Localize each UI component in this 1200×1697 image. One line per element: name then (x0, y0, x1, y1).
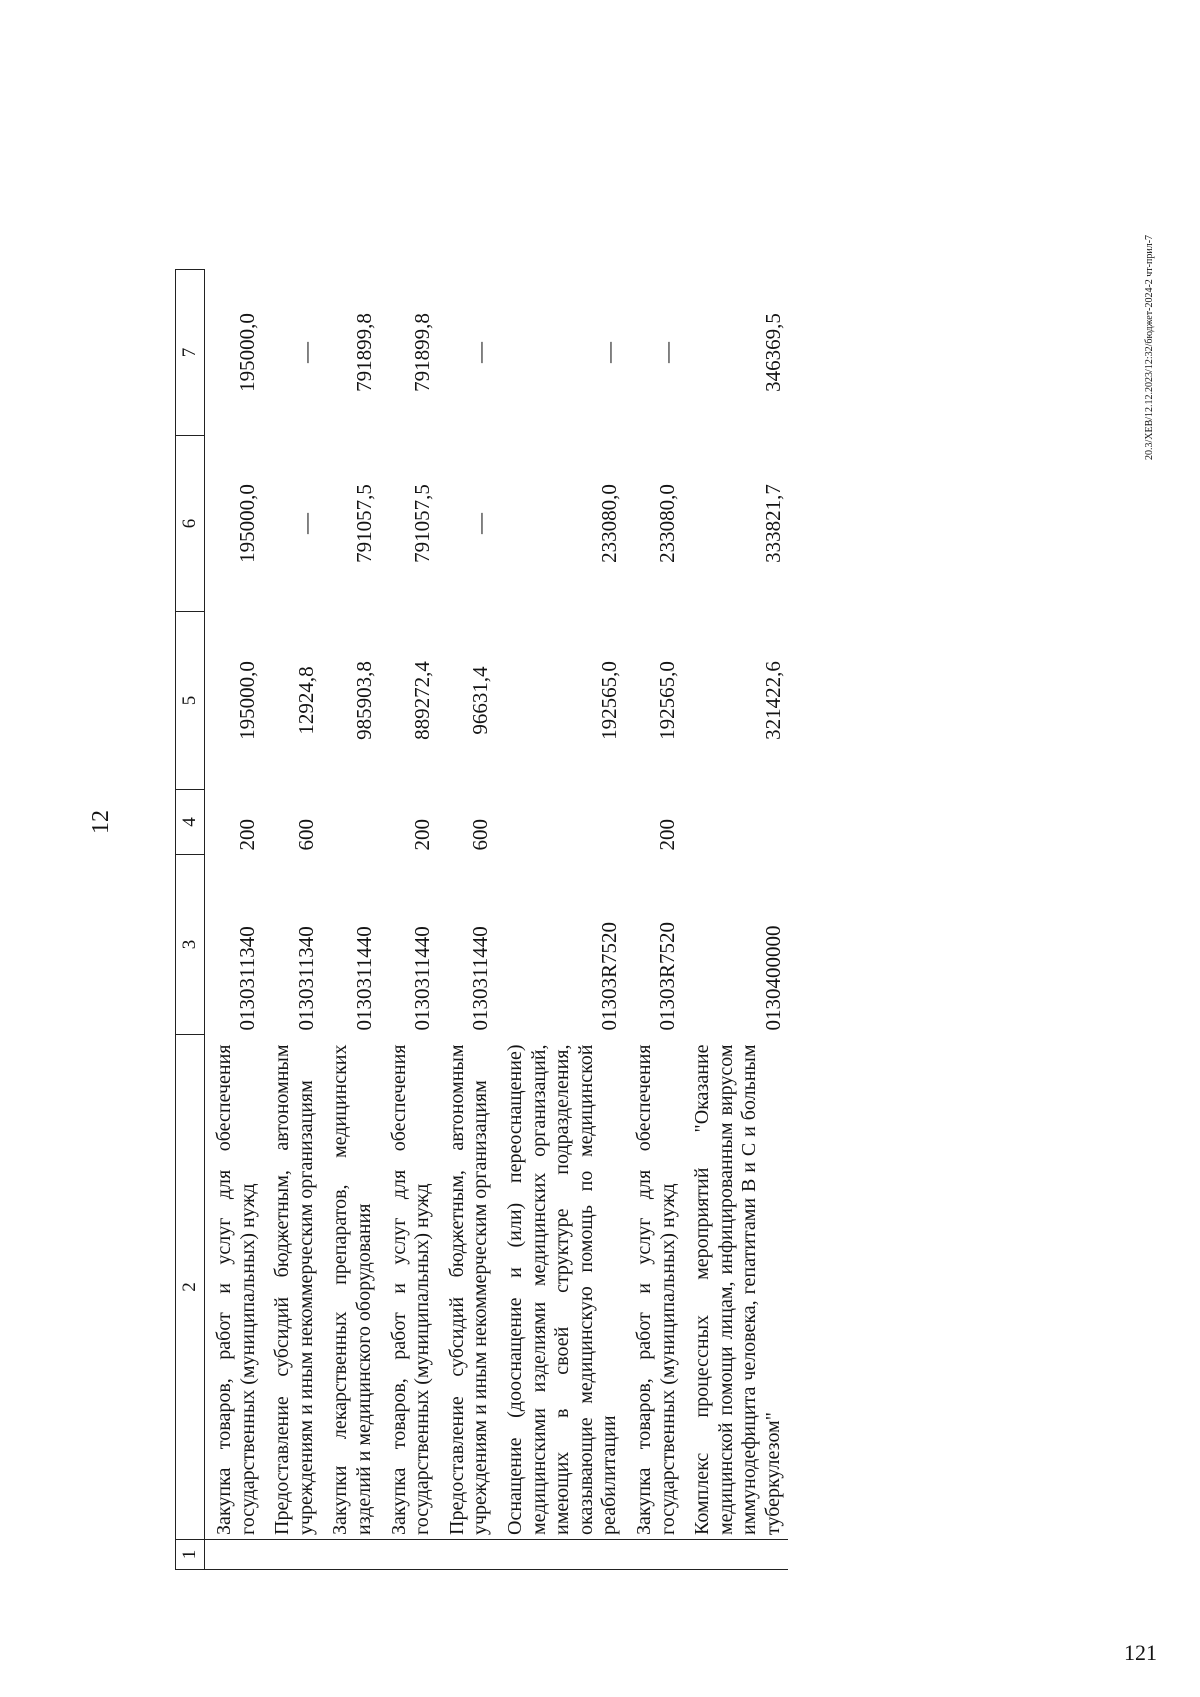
row-value-6: — (468, 513, 493, 534)
header-col-7: 7 (176, 270, 205, 436)
row-value-5: 321422,6 (760, 661, 785, 740)
table-row (380, 270, 438, 1570)
header-col-1: 1 (176, 1540, 205, 1570)
row-code: 0130311440 (409, 926, 434, 1031)
row-group (321, 790, 379, 855)
row-value-7: 791899,8 (409, 313, 434, 392)
row-value-7: 791899,8 (351, 313, 376, 392)
header-col-3: 3 (176, 855, 205, 1035)
row-value-7: — (655, 342, 680, 363)
header-col-6: 6 (176, 436, 205, 612)
row-value-6: 333821,7 (760, 484, 785, 563)
row-number-cell (496, 1540, 625, 1570)
row-number-cell (683, 1540, 788, 1570)
budget-table (175, 269, 788, 1570)
row-description: Оснащение (дооснащение и (или) переоснащение) медицинскими изделиями медицинских организаций, имеющих в своей структуре подразделения, оказывающие медицинскую помощь по медицинской реабилитации (503, 1044, 621, 1535)
row-group (683, 790, 788, 855)
row-group: 200 (409, 819, 434, 851)
row-number-cell (205, 1540, 264, 1570)
row-value-7: 346369,5 (760, 313, 785, 392)
page-number-bottom: 121 (1124, 1640, 1157, 1665)
row-value-5: 12924,8 (293, 666, 318, 735)
row-value-6: 195000,0 (235, 484, 260, 563)
table-row (496, 270, 625, 1570)
table-row (263, 270, 321, 1570)
row-number-cell (438, 1540, 496, 1570)
footer-code: 20.3/ХЕВ/12.12.2023/12:32/бюджет-2024-2 чт-прил-7 (1144, 234, 1155, 460)
row-value-5: 889272,4 (409, 661, 434, 740)
table-row (205, 270, 264, 1570)
row-description: Закупка товаров, работ и услуг для обеспечения государственных (муниципальных) нужд (213, 1044, 259, 1535)
row-value-6: 791057,5 (351, 484, 376, 563)
row-number-cell (321, 1540, 379, 1570)
row-description: Предоставление субсидий бюджетным, автономным учреждениям и иным некоммерческим организациям (445, 1044, 492, 1535)
row-number-cell (625, 1540, 683, 1570)
header-col-2: 2 (176, 1035, 205, 1540)
row-number-cell (380, 1540, 438, 1570)
row-number-cell (263, 1540, 321, 1570)
row-value-5: 96631,4 (468, 666, 493, 735)
row-value-7: — (293, 342, 318, 363)
header-row (176, 270, 205, 1570)
row-value-5: 195000,0 (235, 661, 260, 740)
row-code: 0130311340 (235, 926, 260, 1031)
table-row (683, 270, 788, 1570)
row-value-6: 233080,0 (655, 484, 680, 563)
row-code: 0130400000 (760, 925, 785, 1031)
row-group: 600 (468, 819, 493, 851)
row-group (496, 790, 625, 855)
table-row (321, 270, 379, 1570)
row-value-6: — (293, 513, 318, 534)
row-description: Закупки лекарственных препаратов, медицинских изделий и медицинского оборудования (329, 1044, 375, 1535)
rotated-table-container (175, 80, 1075, 1570)
row-value-6: 233080,0 (597, 484, 622, 563)
page-number-top: 12 (88, 810, 114, 834)
row-value-6: 791057,5 (409, 484, 434, 563)
row-code: 0130311440 (468, 926, 493, 1031)
row-description: Закупка товаров, работ и услуг для обеспечения государственных (муниципальных) нужд (387, 1044, 434, 1535)
row-description: Предоставление субсидий бюджетным, автономным учреждениям и иным некоммерческим организациям (271, 1044, 317, 1535)
table-row (625, 270, 683, 1570)
row-group: 200 (655, 819, 680, 851)
row-value-5: 192565,0 (655, 661, 680, 740)
row-description: Закупка товаров, работ и услуг для обеспечения государственных (муниципальных) нужд (632, 1044, 679, 1535)
row-value-5: 192565,0 (597, 661, 622, 740)
row-code: 01303R7520 (655, 921, 680, 1031)
row-value-5: 985903,8 (351, 661, 376, 740)
header-col-4: 4 (176, 790, 205, 855)
row-group: 200 (235, 819, 260, 851)
row-code: 0130311340 (293, 926, 318, 1031)
row-description: Комплекс процессных мероприятий "Оказание медицинской помощи лицам, инфицированным вирусом иммунодефицита человека, гепатитами В и С и больным туберкулезом" (691, 1044, 784, 1535)
row-value-7: — (468, 342, 493, 363)
row-group: 600 (293, 819, 318, 851)
row-value-7: 195000,0 (235, 313, 260, 392)
row-code: 01303R7520 (597, 921, 622, 1031)
header-col-5: 5 (176, 612, 205, 790)
table-row (438, 270, 496, 1570)
row-code: 0130311440 (351, 926, 376, 1031)
row-value-7: — (597, 342, 622, 363)
